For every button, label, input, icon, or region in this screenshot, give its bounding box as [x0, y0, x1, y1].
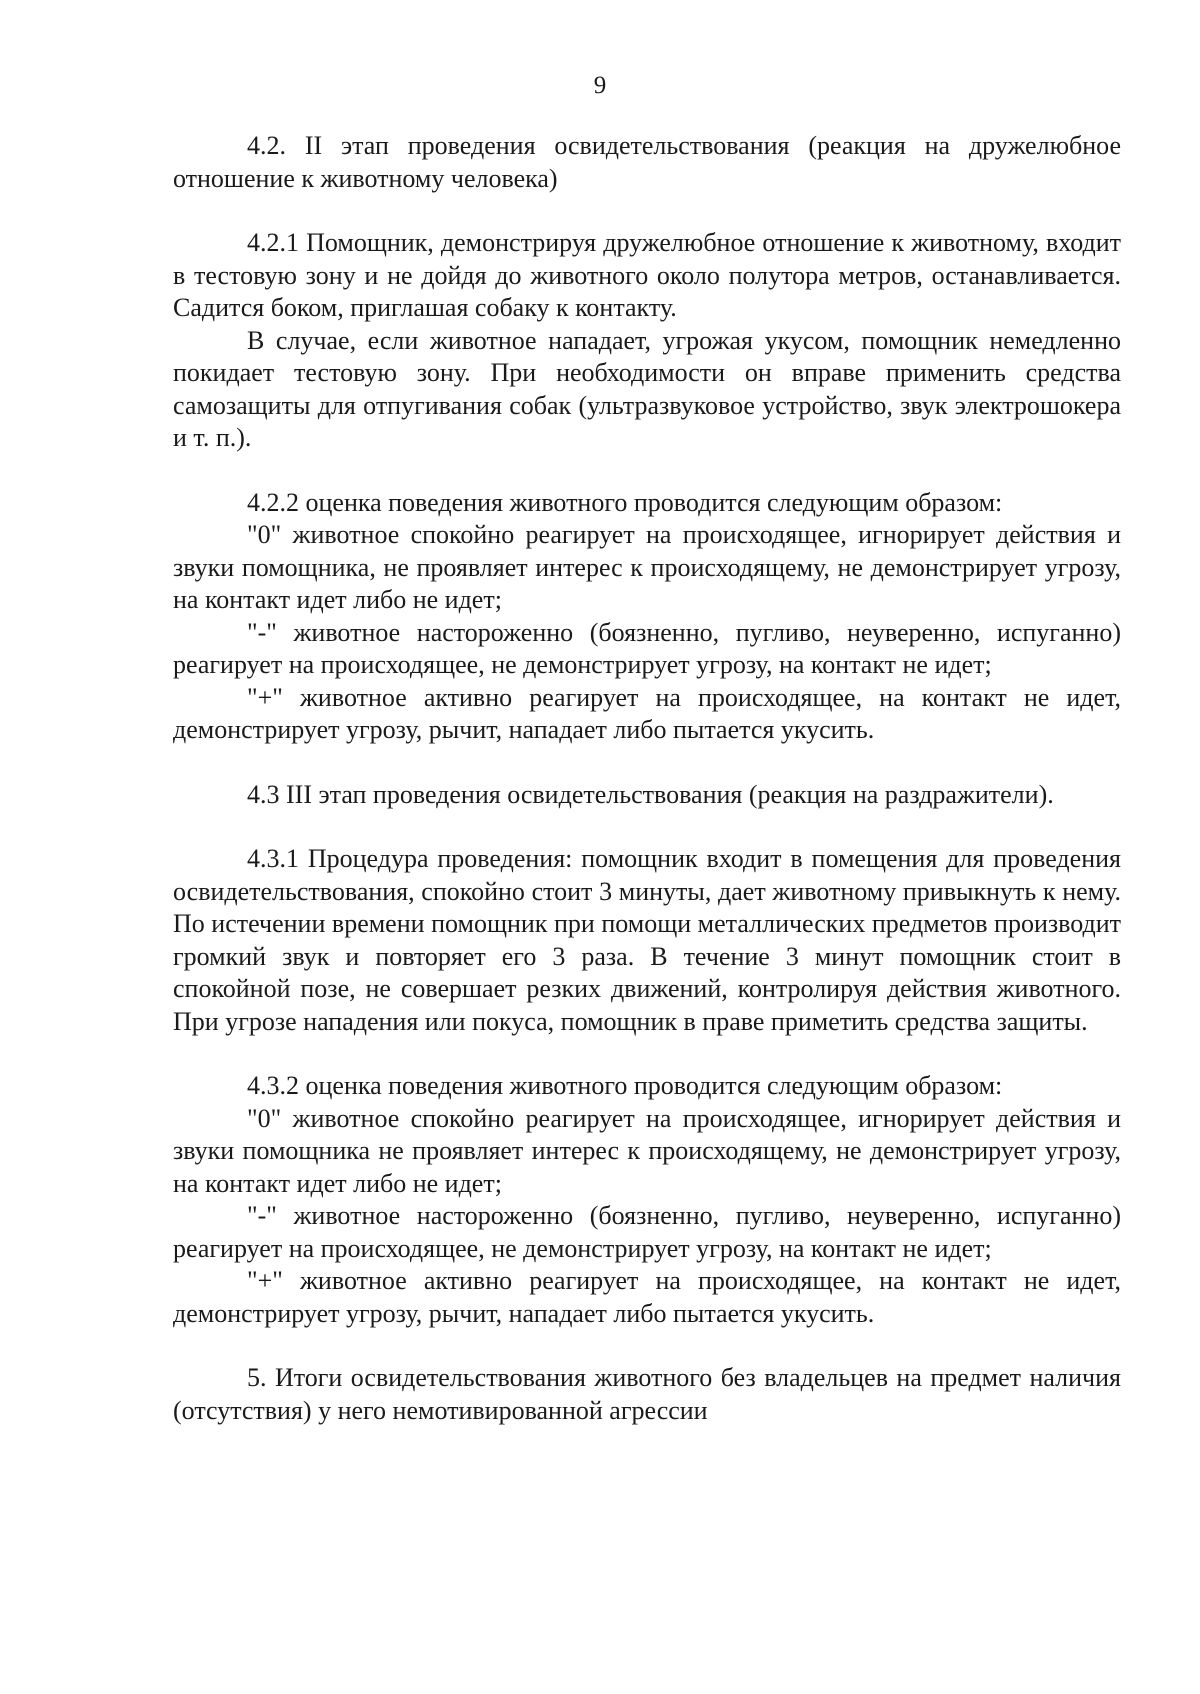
section-4-3-1-paragraph: 4.3.1 Процедура проведения: помощник входит в помещения для проведения освидетельствования, спокойно стоит 3 минуты, дает животному привыкнуть к нему. По истечении времени помощник при помощи металлических предметов производит громкий звук и повторяет его 3 раза. В течение 3 минут помощник стоит в спокойной позе, не совершает резких движений, контролируя действия животного. При угрозе нападения или покуса, помощник в праве приметить средства защиты. [173, 844, 1121, 1036]
section-4-2-1-self-defense-paragraph: В случае, если животное нападает, угрожая укусом, помощник немедленно покидает тестовую зону. При необходимости он вправе применить средства самозащиты для отпугивания собак (ультразвуковое устройство, звук электрошокера и т. п.). [173, 325, 1121, 452]
section-5-heading: 5. Итоги освидетельствования животного без владельцев на предмет наличия (отсутствия) у него немотивированной агрессии [173, 1363, 1121, 1425]
section-4-2-2-score-zero: "0" животное спокойно реагирует на происходящее, игнорирует действия и звуки помощника, не проявляет интерес к происходящему, не демонстрирует угрозу, на контакт идет либо не идет; [173, 520, 1121, 614]
section-4-3-2-score-minus: "-" животное настороженно (боязненно, пугливо, неуверенно, испуганно) реагирует на происходящее, не демонстрирует угрозу, на контакт не идет; [173, 1201, 1121, 1263]
section-4-3-heading: 4.3 III этап проведения освидетельствования (реакция на раздражители). [247, 779, 1054, 809]
section-4-2-1-paragraph: 4.2.1 Помощник, демонстрируя дружелюбное отношение к животному, входит в тестовую зону и не дойдя до животного около полутора метров, останавливается. Садится боком, приглашая собаку к контакту. [173, 228, 1121, 322]
section-4-3-2-score-zero: "0" животное спокойно реагирует на происходящее, игнорирует действия и звуки помощника не проявляет интерес к происходящему, не демонстрирует угрозу, на контакт идет либо не идет; [173, 1103, 1121, 1198]
section-4-2-2-score-minus: "-" животное настороженно (боязненно, пугливо, неуверенно, испуганно) реагирует на происходящее, не демонстрирует угрозу, на контакт не идет; [173, 617, 1121, 679]
section-4-2-2-intro: 4.2.2 оценка поведения животного проводится следующим образом: [247, 487, 1003, 517]
document-body [173, 130, 1121, 1427]
section-4-2-2-score-plus: "+" животное активно реагирует на происходящее, на контакт не идет, демонстрирует угрозу, рычит, нападает либо пытается укусить. [173, 682, 1121, 744]
page-number: 9 [593, 72, 607, 99]
section-4-2-heading: 4.2. II этап проведения освидетельствования (реакция на дружелюбное отношение к животному человека) [173, 131, 1121, 193]
section-4-3-2-intro: 4.3.2 оценка поведения животного проводится следующим образом: [247, 1071, 1003, 1100]
section-4-3-2-score-plus: "+" животное активно реагирует на происходящее, на контакт не идет, демонстрирует угрозу, рычит, нападает либо пытается укусить. [173, 1266, 1121, 1328]
